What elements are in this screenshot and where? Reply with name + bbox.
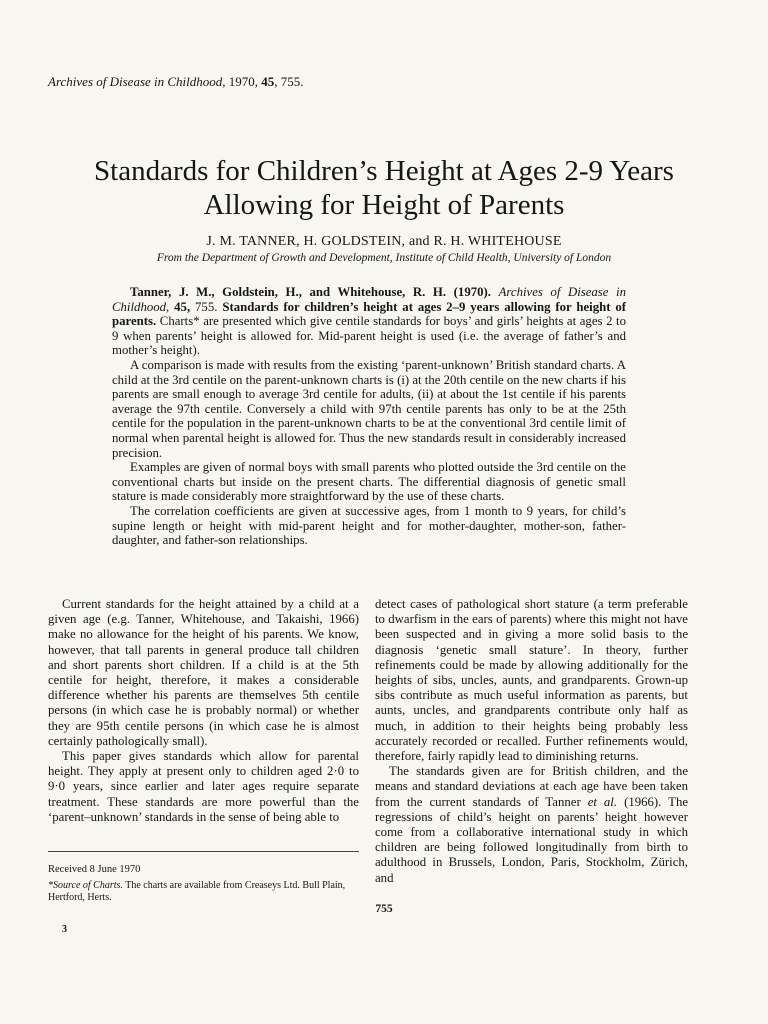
body-column-left bbox=[48, 597, 359, 825]
body-paragraph: Current standards for the height attained by a child at a given age (e.g. Tanner, Whitehouse, and Takaishi, 1966) make no allowance for the height of his parents. We know, however, that tall parents in general produce tall children and short parents short children. If a child is at the 5th centile for height, therefore, it makes a considerable difference whether his parents are themselves 5th centile persons (in which case he is probably normal) or whether they are 95th centile persons (in which case he is almost certainly pathologically small). bbox=[48, 597, 359, 748]
body-paragraph: detect cases of pathological short stature (a term preferable to dwarfism in the ears of parents) where this might not have been suspected and in giving a more solid basis to the diagnosis ‘genetic small stature’. In theory, further refinements could be made by allowing additionally for the heights of sibs, uncles, aunts, and grandparents. Grown-up sibs contribute as much useful information as parents, but aunts, uncles, and grandparents contribute only half as much, in addition to their heights being probably less accurately recorded or recalled. Further refinements would, therefore, fairly rapidly lead to diminishing returns. bbox=[375, 597, 688, 764]
abstract-citation-page: 755. bbox=[195, 299, 218, 314]
abstract-paragraph: A comparison is made with results from the existing ‘parent-unknown’ British standard charts. A child at the 3rd centile on the parent-unknown charts is (i) at the 20th centile on the new charts if his parents are small enough to average 3rd centile for adults, (ii) at about the 1st centile if his parents average the 97th centile. Conversely a child with 97th centile parents has only to be at the 25th centile for the population in the parent-unknown charts to be at the conventional 3rd centile limit of normal when parental height is allowed for. Thus the new standards result in considerably increased precision. bbox=[112, 357, 626, 460]
body-paragraph: This paper gives standards which allow for parental height. They apply at present only to children aged 2·0 to 9·0 years, since earlier and later ages require separate treatment. These standards are more powerful than the ‘parent–unknown’ standards in the sense of being able to bbox=[48, 749, 359, 824]
body-paragraph bbox=[375, 764, 688, 886]
received-date: Received 8 June 1970 bbox=[48, 864, 141, 875]
abstract-text: Charts* are presented which give centile standards for boys’ and girls’ heights at ages 2 to 9 when parents’ height is allowed for. Mid-parent height is used (i.e. the average of father’s and mother’s height). bbox=[112, 314, 626, 358]
abstract-paragraph: Examples are given of normal boys with small parents who plotted outside the 3rd centile on the conventional charts but inside on the present charts. The differential diagnosis of genetic small stature is made considerably more straightforward by the use of these charts. bbox=[112, 460, 626, 504]
author-affiliation: From the Department of Growth and Development, Institute of Child Health, University of London bbox=[156, 252, 612, 264]
title-line-1: Standards for Children’s Height at Ages 2-9 Years bbox=[94, 155, 674, 187]
footnote-text: The charts are available from Creaseys Ltd. Bull Plain, Hertford, Herts. bbox=[48, 880, 346, 903]
body-column-right bbox=[375, 597, 688, 886]
abstract-paragraph: The correlation coefficients are given at successive ages, from 1 month to 9 years, for child’s supine length or height with mid-parent height and for mother-daughter, mother-son, father-daughter, and father-son relationships. bbox=[112, 503, 626, 548]
body-text: The standards given are for British children, and the means and standard deviations at each age have been taken from the current standards of Tanner bbox=[375, 764, 688, 809]
abstract-citation-title: Standards for children’s height at ages 2–9 years allowing for height of parents. bbox=[112, 299, 627, 329]
footnote-divider bbox=[48, 851, 359, 852]
body-text-etal: et al. bbox=[587, 794, 618, 809]
body-text: (1966). The regressions of child’s height on parents’ height however come from a collaborative international study in which children are being followed longitudinally from birth to adulthood in Brussels, London, Paris, Stockholm, Zürich, and bbox=[375, 794, 689, 885]
abstract-paragraph bbox=[112, 285, 626, 358]
footnote-label: *Source of Charts. bbox=[48, 880, 123, 891]
abstract bbox=[112, 285, 626, 548]
title-line-2: Allowing for Height of Parents bbox=[203, 189, 565, 221]
page-number: 755 bbox=[375, 903, 393, 915]
article-title bbox=[40, 154, 728, 222]
abstract-citation-authors: Tanner, J. M., Goldstein, H., and Whitehouse, R. H. (1970). bbox=[130, 285, 491, 299]
journal-name: Archives of Disease in Childhood bbox=[48, 74, 223, 89]
journal-citation-header bbox=[48, 74, 304, 90]
journal-volume: 45 bbox=[261, 74, 275, 89]
abstract-citation-volume: 45, bbox=[174, 299, 191, 314]
journal-page: , 755. bbox=[274, 74, 304, 89]
signature-mark: 3 bbox=[62, 924, 67, 935]
charts-footnote bbox=[48, 880, 378, 903]
abstract-citation-journal: Archives of Disease in Childhood, bbox=[112, 285, 626, 314]
journal-year: , 1970, bbox=[222, 74, 259, 89]
author-list: J. M. TANNER, H. GOLDSTEIN, and R. H. WHITEHOUSE bbox=[206, 234, 562, 249]
